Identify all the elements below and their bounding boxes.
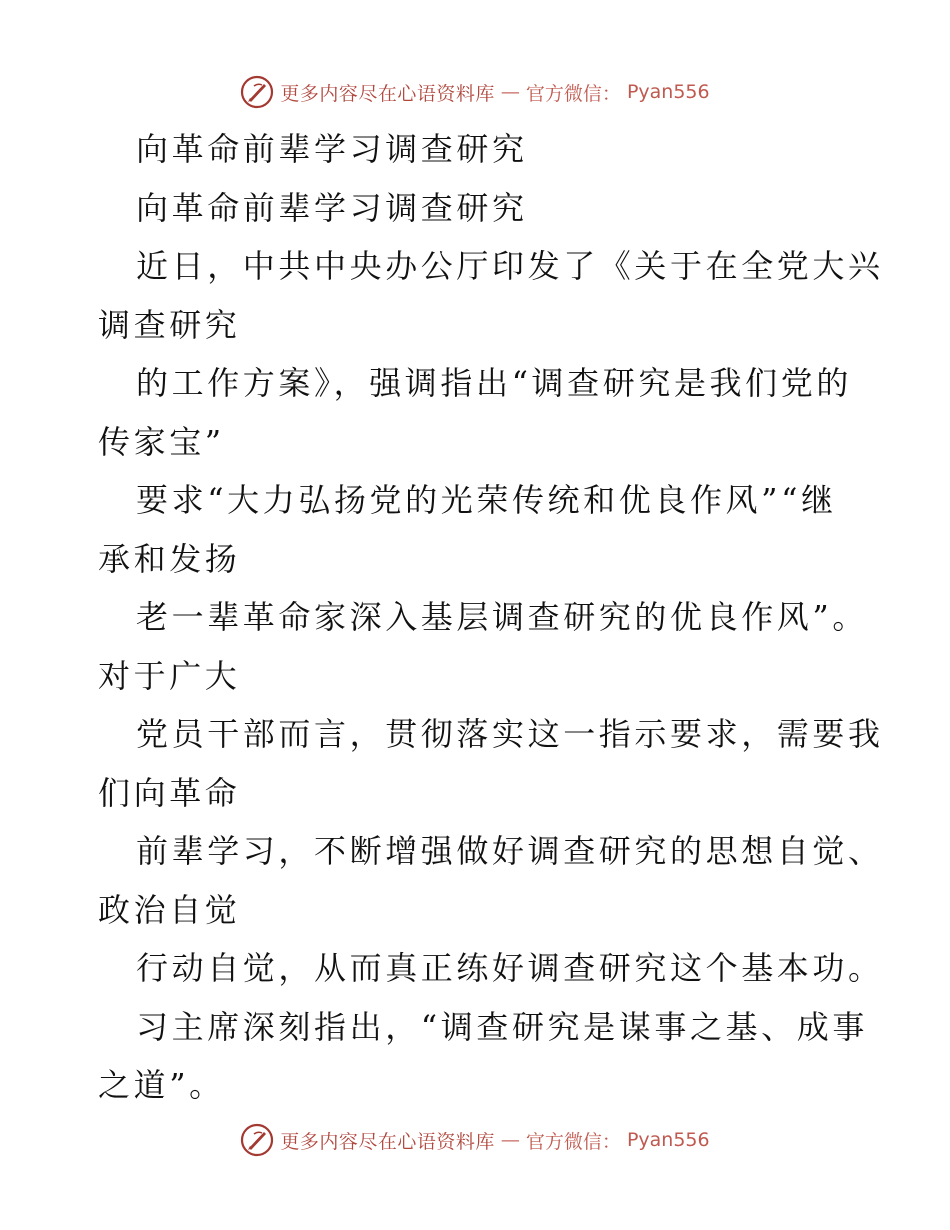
footer-banner [0,1120,950,1160]
paragraph-line: 近日，中共中央办公厅印发了《关于在全党大兴 [136,247,884,285]
quill-pen-logo-icon [240,1123,274,1157]
paragraph-line: 前辈学习，不断增强做好调查研究的思想自觉、 [136,832,884,870]
banner-wechat-label: 官方微信： [525,1130,621,1153]
banner-wechat-id: Pyan556 [626,81,710,103]
paragraph-line: 调查研究 [98,305,241,344]
paragraph-line: 老一辈革命家深入基层调查研究的优良作风”。 [136,598,868,636]
banner-slogan: 更多内容尽在心语资料库 [280,1130,495,1153]
paragraph-line: 对于广大 [98,656,241,695]
paragraph-line: 们向革命 [98,773,241,812]
banner-slogan: 更多内容尽在心语资料库 [280,82,495,105]
quill-pen-logo-icon [240,75,274,109]
banner-wechat-id: Pyan556 [626,1129,710,1151]
paragraph-line: 行动自觉，从而真正练好调查研究这个基本功。 [136,949,884,987]
doc-subtitle: 向革命前辈学习调查研究 [136,188,528,227]
document-body [98,120,884,1115]
paragraph-line: 习主席深刻指出，“调查研究是谋事之基、成事 [136,1007,868,1046]
paragraph-line: 要求“大力弘扬党的光荣传统和优良作风”“继 [136,481,837,519]
paragraph-line: 之道”。 [98,1066,225,1104]
banner-wechat-label: 官方微信： [525,82,621,105]
paragraph-line: 党员干部而言，贯彻落实这一指示要求，需要我 [136,715,884,753]
doc-title: 向革命前辈学习调查研究 [136,130,528,168]
paragraph-line: 承和发扬 [98,539,241,578]
banner-separator: — [500,1129,520,1151]
paragraph-line: 的工作方案》，强调指出“调查研究是我们党的 [136,364,852,402]
banner-separator: — [500,81,520,103]
header-banner [0,72,950,112]
paragraph-line: 政治自觉 [98,890,241,929]
paragraph-line: 传家宝” [98,422,225,461]
